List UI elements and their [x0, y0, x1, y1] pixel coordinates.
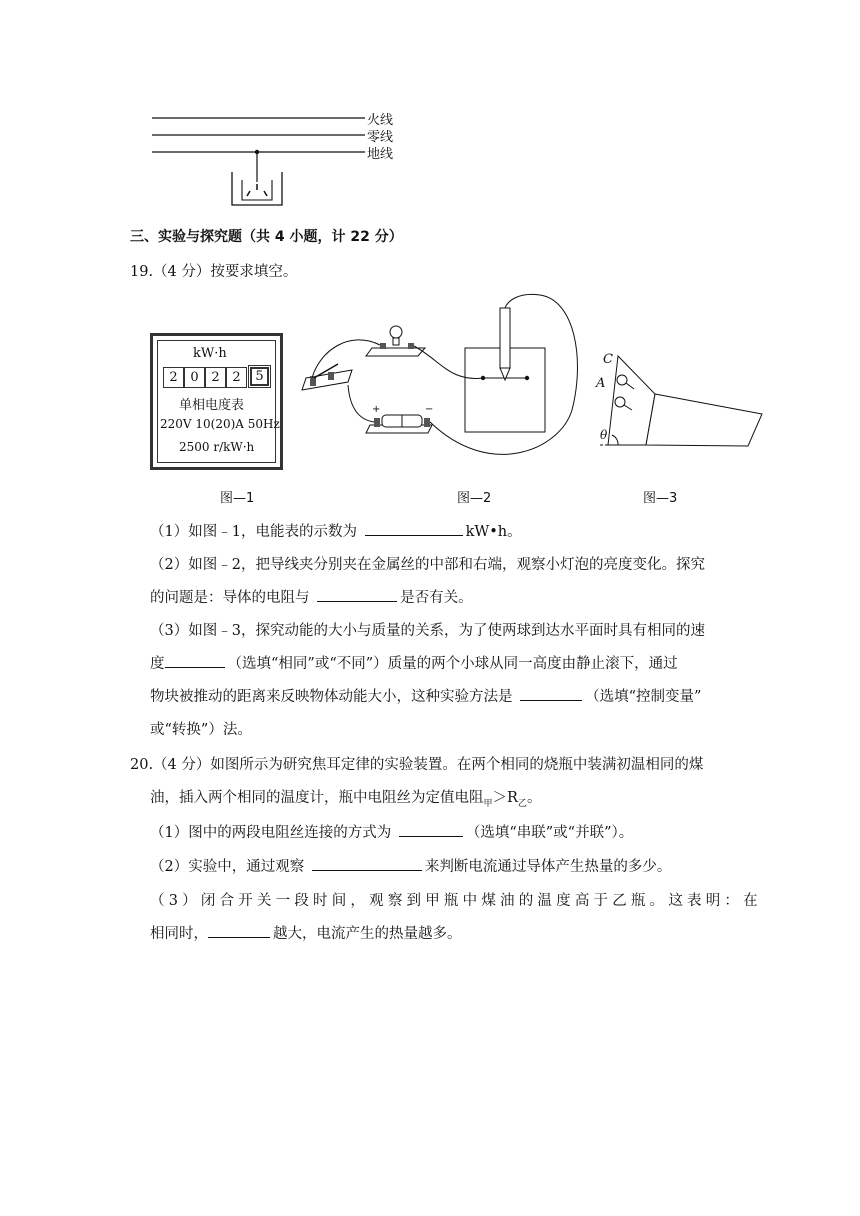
meter-unit: kW·h	[193, 346, 227, 361]
q20-line2-text: 油，插入两个相同的温度计，瓶中电阻丝为定值电阻	[150, 790, 484, 806]
switch-icon	[302, 364, 352, 390]
answer-blank[interactable]	[365, 521, 463, 536]
q19-part3-line1: （3）如图﹣3，探究动能的大小与质量的关系，为了使两球到达水平面时具有相同的速	[150, 623, 705, 639]
ramp-label-a: A	[596, 376, 606, 391]
answer-blank[interactable]	[208, 923, 270, 938]
q20-line2-compare: ＞R	[492, 790, 518, 806]
q19-part1-unit: kW•h。	[465, 524, 522, 540]
q19-part3-text: 物块被推动的距离来反映物体动能大小，这种实验方法是	[150, 689, 518, 705]
meter-digit-decimal: 5	[250, 367, 269, 386]
ball-a	[615, 397, 625, 407]
meter-spec: 220V 10(20)A 50Hz	[160, 417, 280, 431]
q20-part1-tail: （选填“串联”或“并联”）。	[465, 825, 634, 841]
neutral-wire-label: 零线	[367, 130, 394, 145]
ramp-label-c: C	[603, 352, 613, 367]
q19-part3-tail: （选填“控制变量”	[585, 689, 702, 705]
answer-blank[interactable]	[165, 653, 225, 668]
q20-part1	[150, 821, 633, 842]
ramp-label-theta: θ	[600, 428, 608, 442]
q20-part2-tail: 来判断电流通过导体产生热量的多少。	[424, 859, 672, 875]
q19-part3-line4: 或“转换”）法。	[150, 722, 252, 738]
live-wire-label: 火线	[367, 113, 394, 128]
q20-part3-text: 相同时，	[150, 926, 208, 942]
q19-part1	[150, 520, 522, 541]
q20-sub-yi: 乙	[517, 798, 527, 809]
ball-c	[617, 375, 627, 385]
lamp-icon	[366, 326, 425, 356]
ground-wire-label: 地线	[367, 147, 394, 162]
figure-caption-1: 图—1	[220, 491, 255, 506]
electricity-meter	[150, 333, 283, 470]
q19-part2-line2	[150, 586, 473, 607]
meter-name: 单相电度表	[179, 398, 245, 413]
q20-line2-end: 。	[526, 790, 542, 806]
q19-part2-text: 的问题是：导体的电阻与	[150, 590, 315, 606]
answer-blank[interactable]	[399, 822, 463, 837]
circuit-svg	[290, 290, 600, 470]
q19-part3-tail: （选填“相同”或“不同”）质量的两个小球从同一高度由静止滚下，通过	[227, 656, 678, 672]
section-title: 三、实验与探究题（共 4 小题，计 22 分）	[130, 229, 403, 245]
answer-blank[interactable]	[520, 686, 582, 701]
q19-part3-line3	[150, 685, 701, 706]
q19-part2-line1: （2）如图﹣2，把导线夹分别夹在金属丝的中部和右端，观察小灯泡的亮度变化。探究	[150, 557, 705, 573]
q20-line1: 20.（4 分）如图所示为研究焦耳定律的实验装置。在两个相同的烧瓶中装满初温相同的煤	[130, 757, 704, 773]
figure-caption-3: 图—3	[643, 491, 678, 506]
meter-digit: 2	[163, 367, 184, 388]
q20-part3-line1: （3）闭合开关一段时间，观察到甲瓶中煤油的温度高于乙瓶。这表明：在	[150, 893, 762, 909]
meter-digits	[163, 367, 269, 388]
q20-part1-text: （1）图中的两段电阻丝连接的方式为	[150, 825, 396, 841]
q19-header: 19.（4 分）按要求填空。	[130, 264, 298, 280]
q20-part3-tail: 越大，电流产生的热量越多。	[273, 926, 462, 942]
figure-caption-2: 图—2	[457, 491, 492, 506]
answer-blank[interactable]	[317, 587, 397, 602]
meter-digit: 2	[226, 367, 247, 388]
meter-revolutions: 2500 r/kW·h	[179, 440, 255, 454]
q19-part3-text: 度	[150, 656, 165, 672]
circuit-diagram	[290, 290, 600, 470]
q19-part2-tail: 是否有关。	[400, 590, 473, 606]
answer-blank[interactable]	[312, 856, 422, 871]
probe-icon	[500, 308, 510, 380]
svg-text:+: +	[372, 404, 381, 415]
meter-digit: 0	[184, 367, 205, 388]
q19-part3-line2	[150, 652, 678, 673]
ramp-diagram	[590, 350, 770, 450]
q20-part3-line2	[150, 922, 462, 943]
ramp-svg	[590, 350, 770, 450]
battery-icon	[366, 404, 433, 433]
meter-digit: 2	[205, 367, 226, 388]
q19-part1-text: （1）如图﹣1，电能表的示数为	[150, 524, 362, 540]
svg-text:−: −	[425, 404, 434, 415]
q20-sub-jia: 甲	[483, 798, 493, 809]
q20-part2	[150, 855, 671, 876]
q20-line2	[150, 786, 541, 809]
q20-part2-text: （2）实验中，通过观察	[150, 859, 309, 875]
